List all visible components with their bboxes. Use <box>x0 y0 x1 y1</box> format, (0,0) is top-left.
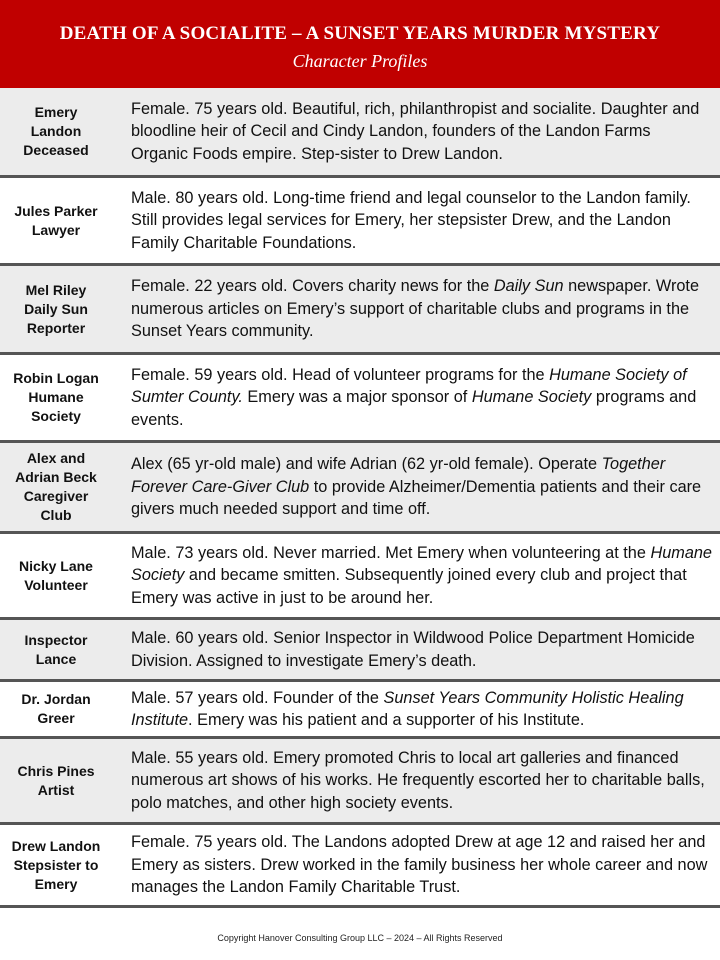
character-name-line: Nicky Lane <box>19 557 93 574</box>
description-text: Male. 55 years old. Emery promoted Chris to local art galleries and financed numerous art shows of his works. He frequently escorted her to charitable balls, polo matches, and other high society events. <box>131 748 705 812</box>
description-italic-text: Humane Society <box>131 543 712 585</box>
character-name-line: Emery <box>34 875 78 892</box>
character-name-line: Humane <box>28 389 84 405</box>
character-name-line: Lawyer <box>31 221 81 238</box>
description-text: Male. 60 years old. Senior Inspector in Wildwood Police Department Homicide Division. Assigned to investigate Emery’s death. <box>131 629 695 670</box>
character-description <box>110 747 720 815</box>
character-name-line: Daily Sun <box>24 300 88 317</box>
character-name-line: Dr. Jordan <box>21 691 91 707</box>
description-text: Female. 59 years old. Head of volunteer programs for the <box>131 365 550 384</box>
character-name-line: Drew Landon <box>11 837 101 854</box>
character-name <box>0 449 110 525</box>
character-name-line: Lance <box>35 650 77 667</box>
character-profiles-table <box>0 88 720 908</box>
description-text: Female. 75 years old. Beautiful, rich, philanthropist and socialite. Daughter and bloodline heir of Cecil and Cindy Landon, founders of the Landon Farms Organic Foods empire. Step-sister to Drew Landon. <box>131 99 700 163</box>
character-description <box>110 627 720 672</box>
character-name <box>0 762 110 800</box>
description-text: . Emery was his patient and a supporter of his Institute. <box>188 711 585 729</box>
character-row <box>0 443 720 534</box>
copyright-footer: Copyright Hanover Consulting Group LLC – 2024 – All Rights Reserved <box>217 933 503 943</box>
character-row <box>0 178 720 266</box>
character-row <box>0 620 720 682</box>
character-name <box>0 837 110 894</box>
character-name-line: Volunteer <box>24 576 88 593</box>
character-name-line: Alex and <box>26 450 86 466</box>
character-row <box>0 355 720 443</box>
character-name <box>0 557 110 595</box>
character-name <box>0 690 110 728</box>
document-subtitle: Character Profiles <box>292 51 428 71</box>
character-name-line: Stepsister to <box>13 856 99 873</box>
character-row <box>0 739 720 825</box>
character-description <box>110 98 720 166</box>
character-name-line: Landon <box>30 123 82 139</box>
character-description <box>110 275 720 343</box>
character-row <box>0 682 720 739</box>
character-name <box>0 103 110 160</box>
document-title: DEATH OF A SOCIALITE – A SUNSET YEARS MURDER MYSTERY <box>59 23 661 44</box>
character-name-line: Inspector <box>24 631 88 648</box>
character-name-line: Artist <box>37 781 75 798</box>
character-description <box>110 831 720 899</box>
description-text: Female. 75 years old. The Landons adopted Drew at age 12 and raised her and Emery as sisters. Drew worked in the family business her whole career and now manages the Landon Family Charitable Trust. <box>131 833 708 897</box>
character-name-line: Robin Logan <box>13 370 99 386</box>
character-name-line: Caregiver <box>23 488 89 504</box>
character-name-line: Reporter <box>26 319 86 336</box>
title-banner <box>0 0 720 88</box>
description-text: Emery was a major sponsor of <box>242 388 472 407</box>
description-italic-text: Together Forever Care-Giver Club <box>131 455 666 496</box>
character-row <box>0 266 720 355</box>
description-text: Female. 22 years old. Covers charity news for the <box>131 277 494 296</box>
character-name-line: Greer <box>37 710 75 726</box>
character-row <box>0 88 720 178</box>
description-italic-text: Humane Society of Sumter County. <box>131 365 687 407</box>
character-description <box>110 453 720 521</box>
character-description <box>110 687 720 732</box>
character-name <box>0 631 110 669</box>
character-name-line: Deceased <box>23 142 89 158</box>
description-text: Alex (65 yr-old male) and wife Adrian (62 yr-old female). Operate <box>131 455 602 474</box>
character-name-line: Chris Pines <box>17 762 95 779</box>
character-description <box>110 542 720 610</box>
description-italic-text: Daily Sun <box>493 277 564 296</box>
character-row <box>0 534 720 620</box>
character-name <box>0 202 110 240</box>
description-italic-text: Humane Society <box>471 388 592 407</box>
character-name-line: Mel Riley <box>25 281 87 298</box>
character-description <box>110 364 720 432</box>
character-name-line: Club <box>40 507 72 523</box>
character-name-line: Adrian Beck <box>15 469 97 485</box>
description-text: to provide Alzheimer/Dementia patients and their care givers much needed support and time off. <box>131 477 702 519</box>
character-name-line: Emery <box>34 104 78 120</box>
character-name-line: Society <box>31 408 81 424</box>
character-name-line: Jules Parker <box>14 202 98 219</box>
description-text: programs and events. <box>131 388 697 429</box>
character-row <box>0 825 720 908</box>
description-italic-text: Sunset Years Community Holistic Healing Institute <box>131 688 684 729</box>
character-description <box>110 187 720 255</box>
description-text: Male. 57 years old. Founder of the <box>131 688 384 707</box>
description-text: and became smitten. Subsequently joined every club and project that Emery was active in just to be around her. <box>131 566 687 607</box>
description-text: Male. 80 years old. Long-time friend and legal counselor to the Landon family. Still provides legal services for Emery, her stepsister Drew, and the Landon Family Charitable Foundations. <box>131 188 691 252</box>
description-text: newspaper. Wrote numerous articles on Emery’s support of charitable clubs and programs in the Sunset Years community. <box>131 277 700 341</box>
character-name <box>0 281 110 338</box>
character-name <box>0 369 110 426</box>
description-text: Male. 73 years old. Never married. Met Emery when volunteering at the <box>131 543 651 562</box>
